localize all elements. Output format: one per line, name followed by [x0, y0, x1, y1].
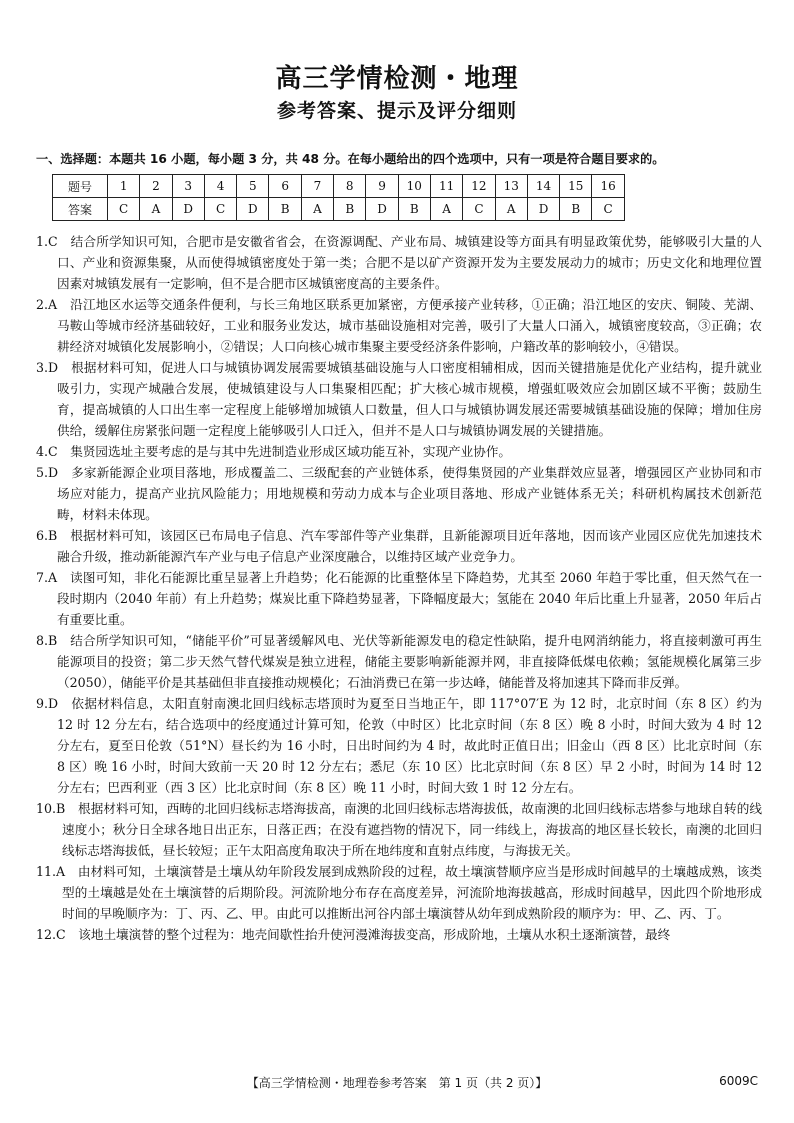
answer-cell: D [172, 198, 204, 221]
explanation-item: 1.C 结合所学知识可知，合肥市是安徽省省会，在资源调配、产业布局、城镇建设等方面具有明显政策优势，能够吸引大量的人口、产业和资源集聚，从而使得城镇密度处于第一类；合肥不是以矿产资源开发为主要发展动力的城市；历史文化和地理位置因素对城镇发展有一定影响，但不是合肥市区城镇密度高的主要条件。 [36, 234, 762, 291]
question-number-cell: 6 [269, 175, 301, 198]
answer-cell: C [108, 198, 140, 221]
question-number-cell: 2 [140, 175, 172, 198]
page-title: 高三学情检测・地理 [275, 64, 519, 94]
question-number-cell: 11 [430, 175, 462, 198]
explanation-item: 12.C 该地土壤演替的整个过程为：地壳间歇性抬升使河漫滩海拔变高，形成阶地，土壤从水积土逐渐演替，最终 [36, 927, 671, 942]
explanation-item: 4.C 集贤园选址主要考虑的是与其中先进制造业形成区域功能互补，实现产业协作。 [36, 444, 512, 459]
question-number-cell: 8 [334, 175, 366, 198]
question-number-cell: 1 [108, 175, 140, 198]
answer-table [52, 174, 625, 221]
question-number-cell: 12 [463, 175, 495, 198]
question-number-cell: 13 [495, 175, 527, 198]
question-number-cell: 10 [398, 175, 430, 198]
question-number-cell: 3 [172, 175, 204, 198]
question-number-cell: 14 [527, 175, 559, 198]
question-number-cell: 15 [560, 175, 592, 198]
answer-cell: C [592, 198, 624, 221]
explanation-item: 10.B 根据材料可知，西畴的北回归线标志塔海拔高，南澳的北回归线标志塔海拔低，故南澳的北回归线标志塔参与地球自转的线速度小；秋分日全球各地日出正东，日落正西；在没有遮挡物的情况下，同一纬线上，海拔高的地区昼长较长，南澳的北回归线标志塔海拔低，昼长较短；正午太阳高度角取决于所在地纬度和直射点纬度，与海拔无关。 [36, 801, 762, 858]
question-number-cell: 5 [237, 175, 269, 198]
answer-cell: D [527, 198, 559, 221]
explanation-item: 6.B 根据材料可知，该园区已布局电子信息、汽车零部件等产业集群，且新能源项目近年落地，因而该产业园区应优先加速技术融合升级，推动新能源汽车产业与电子信息产业深度融合，以维持区域产业竞争力。 [36, 528, 762, 564]
answer-cell: B [269, 198, 301, 221]
explanation-list [36, 231, 762, 945]
answer-cell: C [463, 198, 495, 221]
answer-cell: B [334, 198, 366, 221]
answer-cell: A [495, 198, 527, 221]
row-label-answer: 答案 [53, 198, 108, 221]
answer-cell: A [301, 198, 333, 221]
question-number-cell: 7 [301, 175, 333, 198]
explanation-item: 8.B 结合所学知识可知，“储能平价”可显著缓解风电、光伏等新能源发电的稳定性缺陷，提升电网消纳能力，将直接刺激可再生能源项目的投资；第二步天然气替代煤炭是独立进程，储能主要影响新能源并网，非直接降低煤电依赖；氢能规模化属第三步（2050），储能平价是其基础但非直接推动规模化；石油消费已在第一步达峰，储能普及将加速其下降而非反弹。 [36, 633, 762, 690]
section-title: 一、选择题：本题共 16 小题，每小题 3 分，共 48 分。在每小题给出的四个选项中，只有一项是符合题目要求的。 [36, 152, 665, 166]
answer-cell: D [237, 198, 269, 221]
paper-code: 6009C [719, 1074, 758, 1088]
explanation-item: 11.A 由材料可知，土壤演替是土壤从幼年阶段发展到成熟阶段的过程，故土壤演替顺序应当是形成时间越早的土壤越成熟，该类型的土壤越是处在土壤演替的后期阶段。河流阶地分布存在高度差异，河流阶地海拔越高，形成时间越早，因此四个阶地形成时间的早晚顺序为：丁、丙、乙、甲。由此可以推断出河谷内部土壤演替从幼年到成熟阶段的顺序为：甲、乙、丙、丁。 [36, 864, 762, 921]
explanation-item: 9.D 依据材料信息，太阳直射南澳北回归线标志塔顶时为夏至日当地正午，即 117°07′E 为 12 时，北京时间（东 8 区）约为 12 时 12 分左右，结合选项中的经度通过计算可知，伦敦（中时区）比北京时间（东 8 区）晚 8 小时，时间大致为 4 时 12 分左右，夏至日伦敦（51°N）昼长约为 16 小时，日出时间约为 4 时，故此时正值日出；旧金山（西 8 区）比北京时间（东 8 区）晚 16 小时，时间大致前一天 20 时 12 分左右；悉尼（东 10 区）比北京时间（东 8 区）早 2 小时，时间为 14 时 12 分左右；巴西利亚（西 3 区）比北京时间（东 8 区）晚 11 小时，时间大致 1 时 12 分左右。 [36, 696, 762, 795]
question-number-cell: 4 [204, 175, 236, 198]
explanation-item: 5.D 多家新能源企业项目落地，形成覆盖二、三级配套的产业链体系，使得集贤园的产业集群效应显著，增强园区产业协同和市场应对能力，提高产业抗风险能力；用地规模和劳动力成本与企业项目落地、形成产业链体系无关；科研机构属技术创新范畴，材料未体现。 [36, 465, 762, 522]
answer-cell: B [560, 198, 592, 221]
question-number-cell: 16 [592, 175, 624, 198]
page-footer: 【高三学情检测・地理卷参考答案 第 1 页（共 2 页）】 [246, 1076, 548, 1090]
answer-cell: A [430, 198, 462, 221]
answer-row [53, 198, 625, 221]
row-label-number: 题号 [53, 175, 108, 198]
answer-cell: A [140, 198, 172, 221]
explanation-item: 3.D 根据材料可知，促进人口与城镇协调发展需要城镇基础设施与人口密度相辅相成，因而关键措施是优化产业结构，提升就业吸引力，实现产城融合发展，使城镇建设与人口集聚相匹配；扩大核心城市规模，增强虹吸效应会加剧区域不平衡；鼓励生育，提高城镇的人口出生率一定程度上能够增加城镇人口数量，但人口与城镇协调发展还需要城镇基础设施的保障；增加住房供给，缓解住房紧张问题一定程度上能够吸引人口迁入，但并不是人口与城镇协调发展的关键措施。 [36, 360, 762, 438]
question-number-cell: 9 [366, 175, 398, 198]
answer-cell: D [366, 198, 398, 221]
explanation-item: 7.A 读图可知，非化石能源比重呈显著上升趋势；化石能源的比重整体呈下降趋势，尤其至 2060 年趋于零比重，但天然气在一段时期内（2040 年前）有上升趋势；煤炭比重下降趋势显著，下降幅度最大；氢能在 2040 年后比重上升显著，2050 年后占有重要比重。 [36, 570, 762, 627]
page-subtitle: 参考答案、提示及评分细则 [276, 100, 517, 122]
question-number-row [53, 175, 625, 198]
explanation-item: 2.A 沿江地区水运等交通条件便利，与长三角地区联系更加紧密，方便承接产业转移，①正确；沿江地区的安庆、铜陵、芜湖、马鞍山等城市经济基础较好，工业和服务业发达，城市基础设施相对完善，吸引了大量人口涌入，城镇密度较高，③正确；农耕经济对城镇化发展影响小，②错误；人口向核心城市集聚主要受经济条件影响，户籍改革的影响较小，④错误。 [36, 297, 762, 354]
answer-cell: B [398, 198, 430, 221]
answer-cell: C [204, 198, 236, 221]
